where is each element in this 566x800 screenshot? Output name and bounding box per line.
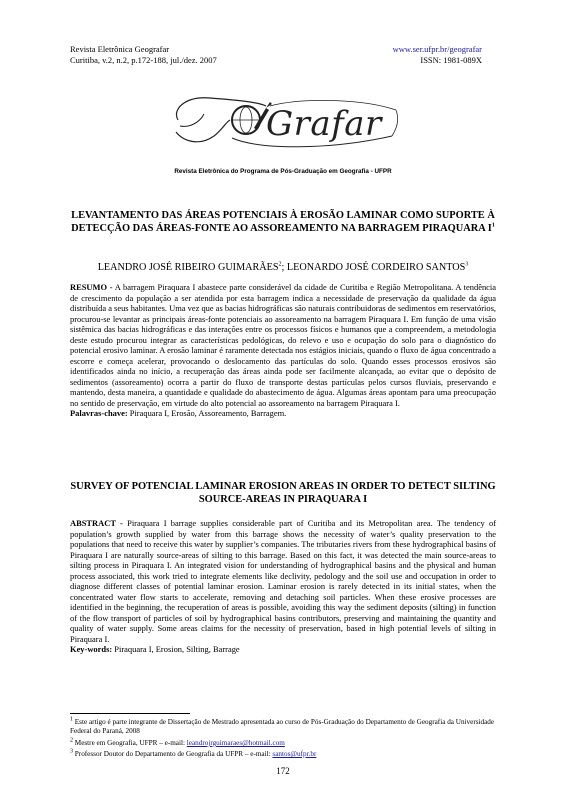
keywords-line [70, 644, 496, 655]
author-1: LEANDRO JOSÉ RIBEIRO GUIMARÃES [97, 262, 279, 273]
journal-url-link[interactable]: www.ser.ufpr.br/geografar [392, 44, 482, 54]
footnote-1 [70, 718, 500, 736]
footnote-divider [70, 713, 190, 714]
issue-info: Curitiba, v.2, n.2, p.172-188, jul./dez. 2007 [70, 55, 217, 65]
keywords-text: Piraquara I, Erosion, Silting, Barrage [114, 644, 240, 654]
logo-wordmark: Grafar [266, 104, 382, 144]
article-title-pt [70, 210, 496, 235]
author-2-marker: 3 [465, 261, 469, 268]
title-footnote-marker: 1 [491, 222, 495, 229]
footnote-2-email-link[interactable]: leandrojrguimaraes@hotmail.com [186, 739, 285, 747]
footnote-3-email-link[interactable]: santos@ufpr.br [272, 750, 317, 758]
issn: ISSN: 1981-089X [420, 55, 482, 65]
page-number: 172 [276, 766, 290, 776]
abstract-section [70, 518, 496, 655]
author-2: LEONARDO JOSÉ CORDEIRO SANTOS [286, 262, 466, 273]
footnote-2-marker: 2 [70, 737, 73, 744]
footnote-3 [70, 750, 500, 759]
logo-subtitle: Revista Eletrônica do Programa de Pós-Graduação em Geografia - UFPR [174, 168, 392, 175]
palavras-chave-text: Piraquara I, Erosão, Assoreamento, Barragem. [129, 408, 287, 418]
authors-line [70, 262, 496, 273]
running-header-left [70, 44, 217, 66]
footnote-1-text: Este artigo é parte integrante de Dissertação de Mestrado apresentada ao curso de Pós-Graduação do Departamento de Geografia da Universidade Federal do Paraná, 2008 [70, 718, 495, 736]
author-1-marker: 2 [278, 261, 282, 268]
resumo-text: A barragem Piraquara I abastece parte considerável da cidade de Curitiba e Região Metropolitana. A tendência de crescimento da população a ser atendida por esta barragem indica a necessidade de preservação da qualidade da água distribuída a seus habitantes. Uma vez que as bacias hidrográficas são naturais contribuidoras de sedimentos em reservatórios, procurou-se levantar as principais áreas-fonte potenciais ao assoreamento na barragem Piraquara I. Em função de uma visão sistêmica das bacias hidrográficas e das interações entre os processos físicos e humanos que a compreendem, a metodologia deste estudo procurou integrar as características pedológicas, do relevo e uso e ocupação do solo para o diagnóstico do potencial erosivo laminar. A erosão laminar é raramente detectada nos estágios iniciais, quando o fluxo de água concentrado a escorre e começa acelerar, provocando o deslocamento das partículas do solo. Quando esses processos erosivos são identificados ainda no início, a recuperação das áreas ainda pode ser facilmente alcançada, ao evitar que o depósito de sedimentos (assoreamento) ocorra a partir do fluxo de transporte destas partículas pelos cursos fluviais, preservando e mantendo, desta maneira, a quantidade e qualidade do abastecimento de água. Algumas áreas apontam para uma preocupação no sentido de preservação, em virtude do alto potencial ao assoreamento na barragem Piraquara I. [70, 282, 496, 408]
footnote-3-text: Professor Doutor do Departamento de Geografia da UFPR – e-mail: [74, 750, 271, 758]
palavras-chave-line [70, 408, 496, 419]
abstract-text: Piraquara I barrage supplies considerable part of Curitiba and its Metropolitan area. The tendency of population’s growth supplied by water from this barrage shows the necessity of water’s quality preservation to the populations that need to receive this water by supplier’s companies. The tributaries rivers from these hydrographical basins of Piraquara I are naturally source-areas of silting to this barrage. Based on this fact, it was detected the main source-areas to silting process in Piraquara I. An integrated vision for understanding of hydrographical basins and the physical and human process associated, this work tried to integrate elements like declivity, pedology and the soil use and occupation in order to diagnose different classes of potential laminar erosion. Laminar erosion is rarely detected in its initial states, when the concentrated water flow starts to accelerate, removing and detaching soil particles. When these erosive processes are identified in the beginning, the recuperation of areas is possible, avoiding this way the sediment deposits (silting) in function of the flow transport of particles of soil by hydrographical basins contributors, preserving and maintaining the quantity and quality of water supply. Some areas claims for the necessity of preservation, based in high potential levels of silting in Piraquara I. [70, 518, 496, 644]
footnote-2 [70, 739, 500, 748]
footnote-1-marker: 1 [70, 716, 73, 723]
palavras-chave-label: Palavras-chave: [70, 408, 128, 418]
resumo-section [70, 282, 496, 419]
footnote-3-marker: 3 [70, 748, 73, 755]
footnote-2-text: Mestre em Geografia, UFPR – e-mail: [74, 739, 185, 747]
author-separator: ; [281, 262, 287, 273]
article-title-en: SURVEY OF POTENCIAL LAMINAR EROSION AREAS IN ORDER TO DETECT SILTING SOURCE-AREAS IN PIRAQUARA I [70, 481, 496, 505]
keywords-label: Key-words: [70, 644, 113, 654]
abstract-label: ABSTRACT - [70, 518, 123, 528]
running-header-right [393, 44, 482, 66]
resumo-label: RESUMO - [70, 282, 113, 292]
journal-name: Revista Eletrônica Geografar [70, 44, 170, 54]
title-pt-text: LEVANTAMENTO DAS ÁREAS POTENCIAIS À EROSÃO LAMINAR COMO SUPORTE À DETECÇÃO DAS ÁREAS-FONTE AO ASSOREAMENTO NA BARRAGEM PIRAQUARA I [71, 210, 495, 234]
